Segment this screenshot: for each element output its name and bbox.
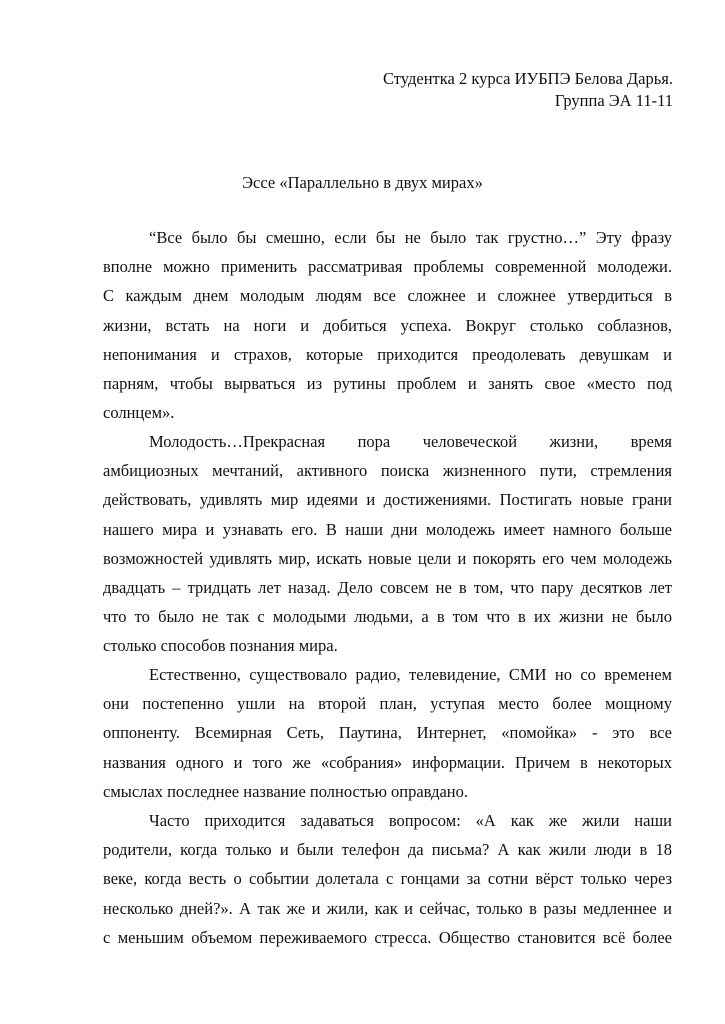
text-line: оппоненту. Всемирная Сеть, Паутина, Интернет, «помойка» - это все <box>103 723 672 743</box>
text-line: С каждым днем молодым людям все сложнее и сложнее утвердиться в <box>103 286 672 306</box>
text-line: родители, когда только и были телефон да письма? А как жили люди в 18 <box>103 840 672 860</box>
text-line: несколько дней?». А так же и жили, как и сейчас, только в разы медленнее и <box>103 898 672 918</box>
text-line: амбициозных мечтаний, активного поиска жизненного пути, стремления <box>103 461 672 481</box>
paragraph-1 <box>103 227 672 431</box>
text-line: “Все было бы смешно, если бы не было так грустно…” Эту фразу <box>149 228 672 247</box>
text-line: Часто приходится задаваться вопросом: «А как же жили наши <box>149 811 672 830</box>
text-line: парням, чтобы вырваться из рутины проблем и занять свое «место под <box>103 373 672 393</box>
text-line: нашего мира и узнавать его. В наши дни молодежь имеет намного больше <box>103 519 672 539</box>
text-line: возможностей удивлять мир, искать новые цели и покорять его чем молодежь <box>103 548 672 568</box>
text-line: Молодость…Прекрасная пора человеческой жизни, время <box>149 432 672 451</box>
paragraph-3 <box>103 664 672 810</box>
text-line: названия одного и того же «собрания» информации. Причем в некоторых <box>103 752 672 772</box>
text-line: вполне можно применить рассматривая проблемы современной молодежи. <box>103 257 672 277</box>
text-line: непонимания и страхов, которые приходится преодолевать девушкам и <box>103 344 672 364</box>
text-line: что то было не так с молодыми людьми, а в том что в их жизни не было <box>103 607 672 627</box>
text-line: Естественно, существовало радио, телевидение, СМИ но со временем <box>149 665 672 684</box>
text-line: двадцать – тридцать лет назад. Дело совсем не в том, что пару десятков лет <box>103 577 672 597</box>
text-line: действовать, удивлять мир идеями и достижениями. Постигать новые грани <box>103 490 672 510</box>
text-line: столько способов познания мира. <box>103 636 338 656</box>
text-line: солнцем». <box>103 403 175 423</box>
group-line: Группа ЭА 11-11 <box>554 91 673 110</box>
text-line: с меньшим объемом переживаемого стресса. Общество становится всё более <box>103 927 672 947</box>
text-line: они постепенно ушли на второй план, уступая место более мощному <box>103 694 672 714</box>
paragraph-4 <box>103 810 672 956</box>
text-line: веке, когда весть о событии долетала с гонцами за сотни вёрст только через <box>103 869 672 889</box>
author-line: Студентка 2 курса ИУБПЭ Белова Дарья. <box>383 69 673 88</box>
paragraph-2 <box>103 431 672 665</box>
text-line: смыслах последнее название полностью оправдано. <box>103 781 468 801</box>
essay-title: Эссе «Параллельно в двух мирах» <box>242 173 483 192</box>
text-line: жизни, встать на ноги и добиться успеха. Вокруг столько соблазнов, <box>103 315 672 335</box>
